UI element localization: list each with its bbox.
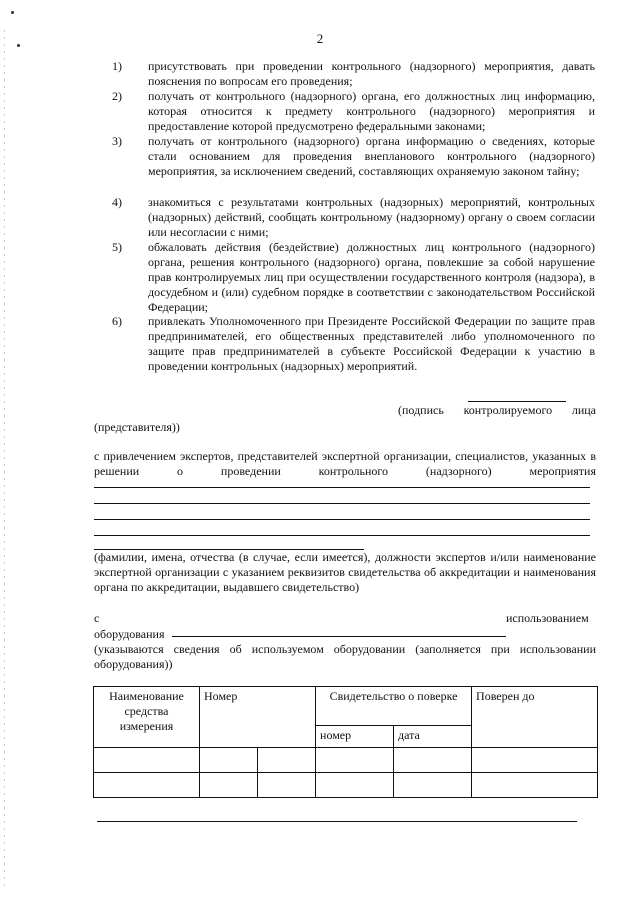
header-verified-until: Поверен до xyxy=(472,687,598,748)
list-item xyxy=(112,134,595,179)
experts-fill-line[interactable] xyxy=(94,535,590,536)
header-certificate: Свидетельство о поверке xyxy=(316,687,472,726)
list-item xyxy=(112,314,595,374)
list-item xyxy=(112,89,595,134)
experts-fill-line[interactable] xyxy=(94,487,590,488)
table-cell[interactable] xyxy=(316,748,394,773)
list-item-number: 3) xyxy=(112,134,122,148)
list-item xyxy=(112,59,595,89)
experts-text: с привлечением экспертов, представителей экспертной организации, специалистов, указанных в решении о проведении контрольного (надзорного) мероприятия xyxy=(94,449,596,478)
measuring-instruments-table xyxy=(93,686,598,798)
table-cell[interactable] xyxy=(94,773,200,798)
table-cell[interactable] xyxy=(394,748,472,773)
subheader-cert-number: номер xyxy=(316,726,394,748)
list-item-text: получать от контрольного (надзорного) органа информацию о сведениях, которые стали основанием для проведения внепланового контрольного (надзорного) мероприятия, за исключением сведений, составляющих охраняемую законом тайну; xyxy=(148,134,595,178)
list-item-number: 6) xyxy=(112,314,122,328)
scan-mark xyxy=(11,11,14,14)
table-cell[interactable] xyxy=(316,773,394,798)
page-number: 2 xyxy=(316,31,324,46)
list-item-number: 1) xyxy=(112,59,122,73)
scan-edge xyxy=(4,30,5,890)
list-item-number: 2) xyxy=(112,89,122,103)
signature-line[interactable] xyxy=(468,401,566,402)
list-item-number: 4) xyxy=(112,195,122,209)
equipment-label: оборудования xyxy=(94,627,165,641)
signature-caption-continued: (представителя)) xyxy=(94,420,180,434)
list-item xyxy=(112,195,595,240)
equipment-caption: (указываются сведения об используемом оборудовании (заполняется при использовании оборудования)) xyxy=(94,642,596,671)
signature-caption: (подпись контролируемого лица xyxy=(398,403,596,417)
table-cell[interactable] xyxy=(200,748,258,773)
list-item-text: получать от контрольного (надзорного) органа, его должностных лиц информацию, которая относится к предмету контрольного (надзорного) мероприятия и предоставление которой предусмотрено федеральными законами; xyxy=(148,89,595,133)
experts-caption: (фамилии, имена, отчества (в случае, если имеется), должности экспертов и/или наименование экспертной организации с указанием реквизитов свидетельства об аккредитации и наименования органа по аккредитации, выдавшего свидетельство) xyxy=(94,550,596,594)
table-cell[interactable] xyxy=(472,773,598,798)
table-cell[interactable] xyxy=(200,773,258,798)
table-cell[interactable] xyxy=(472,748,598,773)
list-item-text: привлекать Уполномоченного при Президенте Российской Федерации по защите прав предпринимателей, его общественных представителей либо уполномоченного по защите прав предпринимателей в субъекте Российской Федерации к участию в проведении контрольных (надзорных) мероприятий. xyxy=(148,314,595,373)
header-number: Номер xyxy=(200,687,316,748)
table-cell[interactable] xyxy=(258,773,316,798)
list-item-number: 5) xyxy=(112,240,122,254)
table-cell[interactable] xyxy=(394,773,472,798)
table-row xyxy=(94,773,598,798)
list-item-text: обжаловать действия (бездействие) должностных лиц контрольного (надзорного) органа, решения контрольного (надзорного) органа, повлекшие за собой нарушение прав контролируемых лиц при осуществлении государственного контроля (надзора), в досудебном и (или) судебном порядке в соответствии с законодательством Российской Федерации; xyxy=(148,240,595,314)
experts-fill-line[interactable] xyxy=(94,519,590,520)
equipment-word-with: с xyxy=(94,611,100,625)
list-item-text: присутствовать при проведении контрольного (надзорного) мероприятия, давать пояснения по вопросам его проведения; xyxy=(148,59,595,88)
table-cell[interactable] xyxy=(258,748,316,773)
experts-fill-line[interactable] xyxy=(94,503,590,504)
list-item-text: знакомиться с результатами контрольных (надзорных) мероприятий, контрольных (надзорных) действий, сообщать контрольному (надзорному) органу о своем согласии или несогласии с ними; xyxy=(148,195,595,239)
header-instrument-name: Наименование средства измерения xyxy=(94,687,200,748)
table-cell[interactable] xyxy=(94,748,200,773)
list-item xyxy=(112,240,595,315)
equipment-word-using: использованием xyxy=(506,611,589,625)
table-row xyxy=(94,748,598,773)
equipment-fill-line[interactable] xyxy=(172,636,506,637)
subheader-cert-date: дата xyxy=(394,726,472,748)
bottom-fill-line[interactable] xyxy=(97,821,577,822)
